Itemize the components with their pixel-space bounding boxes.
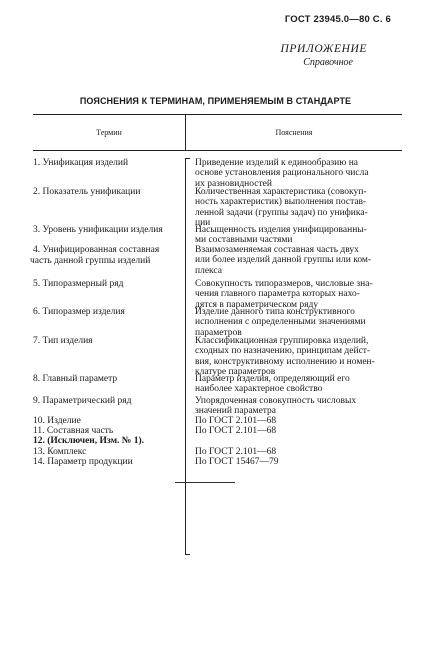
- explanation-line: Параметр изделия, определяющий его: [195, 374, 350, 384]
- term-item: 7. Тип изделия: [33, 336, 93, 346]
- explanation-line: Совокупность типоразмеров, числовые зна-: [195, 279, 373, 289]
- explanation-line: вия, конструктивному исполнению и номен-: [195, 356, 375, 367]
- explanation-item: [195, 245, 403, 276]
- explanation-line: ции: [195, 217, 211, 228]
- explanation-item: [195, 426, 403, 436]
- explanation-line: ность характеристик) выполнения постав-: [195, 197, 367, 208]
- explanation-line: дятся в параметрическом ряду: [195, 299, 319, 310]
- term-item: 4. Унифицированная составная: [33, 245, 160, 255]
- explanation-line: По ГОСТ 2.101—68: [195, 447, 277, 457]
- explanation-line: Насыщенность изделия унифицированны-: [195, 225, 367, 235]
- explanation-line: Приведение изделий к единообразию на: [195, 158, 359, 168]
- term-item: 12. (Исключен, Изм. № 1).: [33, 436, 145, 446]
- explanation-line: клатуре параметров: [195, 366, 276, 377]
- explanation-line: ленной задачи (группы задач) по унифика-: [195, 207, 368, 218]
- end-rule: [175, 482, 235, 483]
- explanation-line: Количественная характеристика (совокуп-: [195, 187, 367, 197]
- explanation-line: сходных по назначению, принципам дейст-: [195, 346, 371, 357]
- explanation-line: Классификационная группировка изделий,: [195, 336, 369, 346]
- explanation-item: [195, 416, 403, 426]
- column-header-term: Термин: [96, 128, 122, 137]
- term-item: 13. Комплекс: [33, 447, 87, 457]
- term-item: 1. Унификация изделий: [33, 158, 129, 168]
- term-item: 8. Главный параметр: [33, 374, 118, 384]
- document-number: ГОСТ 23945.0—80 С. 6: [284, 14, 391, 25]
- explanation-item: [195, 187, 403, 228]
- table-header-rule: [33, 150, 402, 151]
- explanation-line: параметров: [195, 327, 242, 338]
- table-top-rule: [33, 114, 402, 115]
- explanation-item: [195, 374, 403, 395]
- explanation-item: [195, 447, 403, 457]
- appendix-type: Справочное: [303, 57, 353, 68]
- explanation-line: плекса: [195, 265, 222, 276]
- explanation-item: [195, 336, 403, 377]
- explanation-line: чения главного параметра которых нахо-: [195, 289, 360, 300]
- explanation-line: или более изделий данной группы или ком-: [195, 255, 372, 266]
- appendix-label: ПРИЛОЖЕНИЕ: [280, 43, 367, 55]
- explanation-item: [195, 396, 403, 417]
- term-item: 2. Показатель унификации: [33, 187, 141, 197]
- explanation-line: ми составными частями: [195, 235, 293, 246]
- explanation-line: По ГОСТ 15467—79: [195, 457, 279, 467]
- explanation-bracket: [185, 158, 190, 555]
- term-item: 10. Изделие: [33, 416, 81, 426]
- explanation-line: значений параметра: [195, 406, 277, 417]
- explanation-item: [195, 307, 403, 338]
- term-item: 6. Типоразмер изделия: [33, 307, 125, 317]
- explanation-item: [195, 158, 403, 189]
- term-item: 11. Составная часть: [33, 426, 114, 436]
- explanation-line: основе установления рационального числа: [195, 168, 369, 179]
- explanation-line: По ГОСТ 2.101—68: [195, 426, 277, 436]
- explanation-item: [195, 279, 403, 310]
- term-item: 5. Типоразмерный ряд: [33, 279, 124, 289]
- column-header-explanation: Пояснения: [275, 128, 313, 137]
- explanation-item: [195, 457, 403, 467]
- explanation-line: Взаимозаменяемая составная часть двух: [195, 245, 359, 255]
- term-item: 9. Параметрический ряд: [33, 396, 132, 406]
- term-item: часть данной группы изделий: [30, 256, 151, 266]
- term-item: 3. Уровень унификации изделия: [33, 225, 163, 235]
- explanation-line: Упорядоченная совокупность числовых: [195, 396, 357, 406]
- explanation-line: Изделие данного типа конструктивного: [195, 307, 355, 317]
- term-item: 14. Параметр продукции: [33, 457, 133, 467]
- explanation-line: исполнения с определенными значениями: [195, 317, 366, 328]
- explanation-line: их разновидностей: [195, 178, 272, 189]
- page-title: ПОЯСНЕНИЯ К ТЕРМИНАМ, ПРИМЕНЯЕМЫМ В СТАНДАРТЕ: [79, 96, 352, 106]
- explanation-item: [195, 225, 403, 246]
- explanation-line: наиболее характерное свойство: [195, 384, 323, 395]
- explanation-line: По ГОСТ 2.101—68: [195, 416, 277, 426]
